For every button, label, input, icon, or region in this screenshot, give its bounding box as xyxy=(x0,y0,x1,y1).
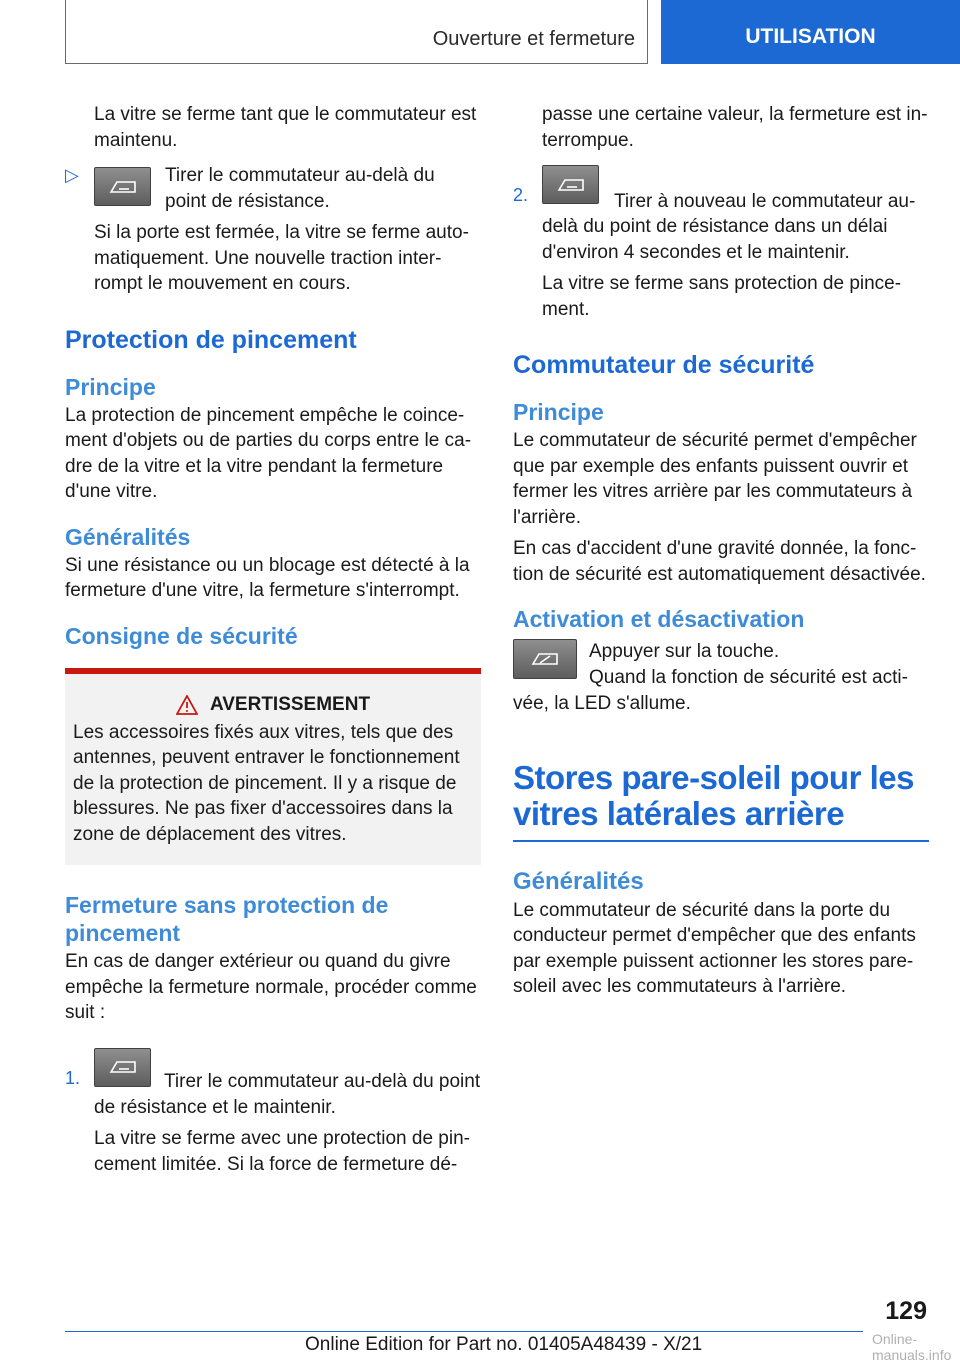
safety-switch-icon xyxy=(513,639,577,679)
warning-title-row xyxy=(73,694,473,716)
page-number: 129 xyxy=(885,1297,927,1325)
paragraph: Quand la fonction de sécurité est activée, la LED s'allume. xyxy=(513,667,908,714)
step-text: Tirer le commutateur au-delà du point de résistance et le maintenir. xyxy=(94,1071,481,1118)
heading-rule xyxy=(513,840,929,842)
step-number: 1. xyxy=(65,1067,81,1088)
right-column xyxy=(513,102,929,1000)
subheading: Activation et désactivation xyxy=(513,606,805,632)
footer-edition: Online Edition for Part no. 01405A48439 - X/21 xyxy=(305,1334,703,1355)
paragraph: Le commutateur de sécurité permet d'empêcher que par exemple des enfants puissent ouvrir et fermer les vitres arrière par les commutateurs à l'arrière. xyxy=(513,430,917,528)
subheading: Généralités xyxy=(65,523,191,550)
paragraph: Le commutateur de sécurité dans la porte du conducteur permet d'empêcher que des enfants par exemple puissent actionner les stores pare-soleil avec les commutateurs à l'arrière. xyxy=(513,899,916,997)
subheading: Principe xyxy=(65,373,156,400)
paragraph: La vitre se ferme tant que le commutateur est maintenu. xyxy=(94,104,477,151)
window-switch-icon xyxy=(94,167,151,206)
header-chapter-tab[interactable]: UTILISATION xyxy=(661,0,960,64)
activation-text xyxy=(589,639,779,665)
subheading: Généralités xyxy=(513,867,644,895)
bullet-item xyxy=(65,163,481,214)
window-switch-icon xyxy=(542,165,599,204)
step-note: La vitre se ferme sans protection de pincement. xyxy=(542,273,902,320)
paragraph: Si la porte est fermée, la vitre se ferme automatiquement. Une nouvelle traction interrompt le mouvement en cours. xyxy=(94,222,469,294)
paragraph: En cas de danger extérieur ou quand du givre empêche la fermeture normale, procéder comme suit : xyxy=(65,951,477,1023)
step-content xyxy=(94,1048,151,1087)
paragraph: passe une certaine valeur, la fermeture est interrompue. xyxy=(542,104,928,151)
section-heading: Protection de pincement xyxy=(65,325,357,354)
step-text: Tirer à nouveau le commutateur au-delà du point de résistance dans un délai d'environ 4 secondes et le maintenir. xyxy=(542,190,916,263)
window-switch-icon xyxy=(94,1048,151,1087)
subheading: Fermeture sans protection de pincement xyxy=(65,892,389,946)
warning-box xyxy=(65,668,481,866)
warning-title: AVERTISSEMENT xyxy=(209,693,371,715)
paragraph: En cas d'accident d'une gravité donnée, la fonction de sécurité est automatiquement désactivée. xyxy=(513,538,926,585)
triangle-bullet-icon: ▷ xyxy=(65,165,79,185)
paragraph: Appuyer sur la touche. xyxy=(589,641,780,662)
chapter-heading: Stores pare-soleil pour les vitres latérales arrière xyxy=(513,759,914,832)
subheading: Principe xyxy=(513,399,604,425)
paragraph: Si une résistance ou un blocage est détecté à la fermeture d'une vitre, la fermeture s'interrompt. xyxy=(65,554,470,601)
paragraph: La protection de pincement empêche le coincement d'objets ou de parties du corps entre le cadre de la vitre et la vitre pendant la fermeture d'une vitre. xyxy=(65,404,472,502)
footer-rule xyxy=(65,1331,863,1332)
header-section-title: Ouverture et fermeture xyxy=(432,28,635,50)
bullet-text: Tirer le commutateur au-delà du point de résistance. xyxy=(165,165,435,212)
left-column xyxy=(65,102,481,1177)
footer-watermark: Online-manuals.info xyxy=(872,1331,952,1363)
subheading: Consigne de sécurité xyxy=(65,622,298,649)
warning-text: Les accessoires fixés aux vitres, tels que des antennes, peuvent entraver le fonctionnement de la protection de pincement. Il y a risque de blessures. Ne pas fixer d'accessoires dans la zone de déplacement des vitres. xyxy=(73,721,460,845)
step-number: 2. xyxy=(513,185,529,205)
warning-triangle-icon xyxy=(176,695,198,715)
section-heading: Commutateur de sécurité xyxy=(513,351,815,379)
step-note: La vitre se ferme avec une protection de pincement limitée. Si la force de fermeture dé- xyxy=(94,1128,470,1175)
